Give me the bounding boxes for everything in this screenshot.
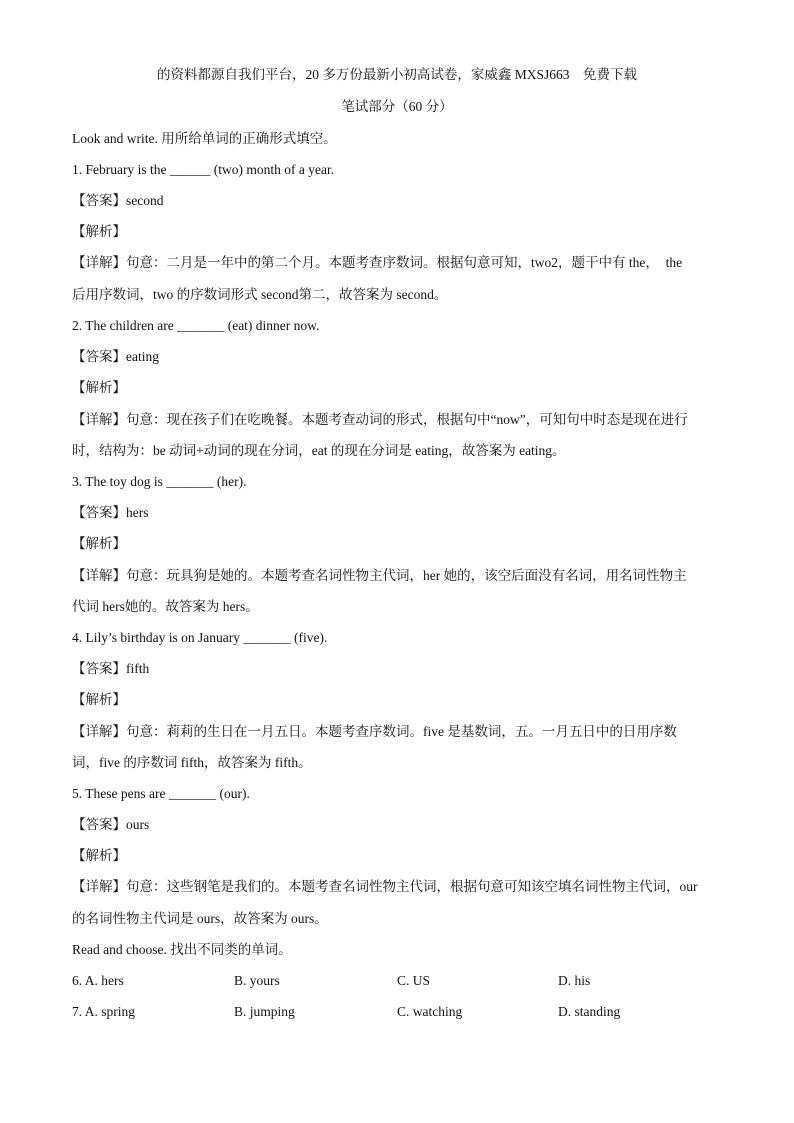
question-3-answer: [72, 504, 149, 522]
question-1-text: 1. February is the ______ (two) month of a year.: [72, 162, 335, 177]
detail-label: 【详解】: [72, 879, 126, 894]
question-4-detail-line-1: [72, 723, 677, 741]
question-2-detail-line-2: 时，结构为：be 动词+动词的现在分词，eat 的现在分词是 eating，故答案为 eating。: [72, 443, 566, 458]
question-2-answer: [72, 348, 159, 366]
question-6-option-b: B. yours: [234, 973, 280, 988]
question-3-text: 3. The toy dog is _______ (her).: [72, 474, 247, 489]
question-7-option-a: 7. A. spring: [72, 1004, 136, 1019]
question-5-analysis-label: 【解析】: [72, 848, 126, 863]
answer-label: 【答案】: [72, 505, 126, 520]
question-5-answer: [72, 816, 149, 834]
question-2-text: 2. The children are _______ (eat) dinner now.: [72, 318, 320, 333]
answer-label: 【答案】: [72, 661, 126, 676]
detail-text: 句意：莉莉的生日在一月五日。本题考查序数词。five 是基数词，五。一月五日中的日用序数: [126, 724, 677, 739]
question-3-detail-line-1: [72, 567, 687, 585]
question-1-analysis-label: 【解析】: [72, 224, 126, 239]
question-4-answer: [72, 660, 149, 678]
detail-text: 句意：这些钢笔是我们的。本题考查名词性物主代词，根据句意可知该空填名词性物主代词，our: [126, 879, 698, 894]
answer-label: 【答案】: [72, 349, 126, 364]
question-4-text: 4. Lily’s birthday is on January _______ (five).: [72, 630, 328, 645]
question-3-analysis-label: 【解析】: [72, 536, 126, 551]
detail-label: 【详解】: [72, 568, 126, 583]
answer-value: ours: [126, 817, 150, 832]
question-7-option-d: D. standing: [558, 1004, 621, 1019]
part1-instruction: Look and write. 用所给单词的正确形式填空。: [72, 131, 337, 146]
answer-value: eating: [126, 349, 159, 364]
detail-text: 句意：现在孩子们在吃晚餐。本题考查动词的形式，根据句中“now”，可知句中时态是现在进行: [126, 412, 688, 427]
question-1-detail-line-1: [72, 254, 682, 272]
detail-text: 句意：玩具狗是她的。本题考查名词性物主代词，her 她的，该空后面没有名词，用名词性物主: [126, 568, 687, 583]
answer-value: hers: [126, 505, 149, 520]
detail-text: 句意：二月是一年中的第二个月。本题考查序数词。根据句意可知，two2，题干中有 the， the: [126, 255, 683, 270]
question-5-detail-line-2: 的名词性物主代词是 ours，故答案为 ours。: [72, 911, 328, 926]
answer-value: second: [126, 193, 164, 208]
question-5-text: 5. These pens are _______ (our).: [72, 786, 250, 801]
question-7-option-c: C. watching: [397, 1004, 463, 1019]
question-5-detail-line-1: [72, 878, 698, 896]
header-banner: 的资料都源自我们平台，20 多万份最新小初高试卷，家威鑫 MXSJ663 免费下载: [156, 67, 637, 82]
question-6-option-d: D. his: [558, 973, 591, 988]
part2-instruction: Read and choose. 找出不同类的单词。: [72, 942, 292, 957]
question-3-detail-line-2: 代词 hers她的。故答案为 hers。: [72, 599, 259, 614]
section-title: 笔试部分（60 分）: [341, 99, 453, 114]
detail-label: 【详解】: [72, 412, 126, 427]
answer-label: 【答案】: [72, 817, 126, 832]
detail-label: 【详解】: [72, 724, 126, 739]
question-2-analysis-label: 【解析】: [72, 380, 126, 395]
question-7-option-b: B. jumping: [234, 1004, 295, 1019]
question-6-option-a: 6. A. hers: [72, 973, 124, 988]
question-1-answer: [72, 192, 164, 210]
question-4-detail-line-2: 词，five 的序数词 fifth，故答案为 fifth。: [72, 755, 312, 770]
question-6-option-c: C. US: [397, 973, 431, 988]
detail-label: 【详解】: [72, 255, 126, 270]
answer-label: 【答案】: [72, 193, 126, 208]
question-1-detail-line-2: 后用序数词，two 的序数词形式 second第二，故答案为 second。: [72, 287, 448, 302]
question-4-analysis-label: 【解析】: [72, 692, 126, 707]
question-2-detail-line-1: [72, 411, 688, 429]
answer-value: fifth: [126, 661, 150, 676]
